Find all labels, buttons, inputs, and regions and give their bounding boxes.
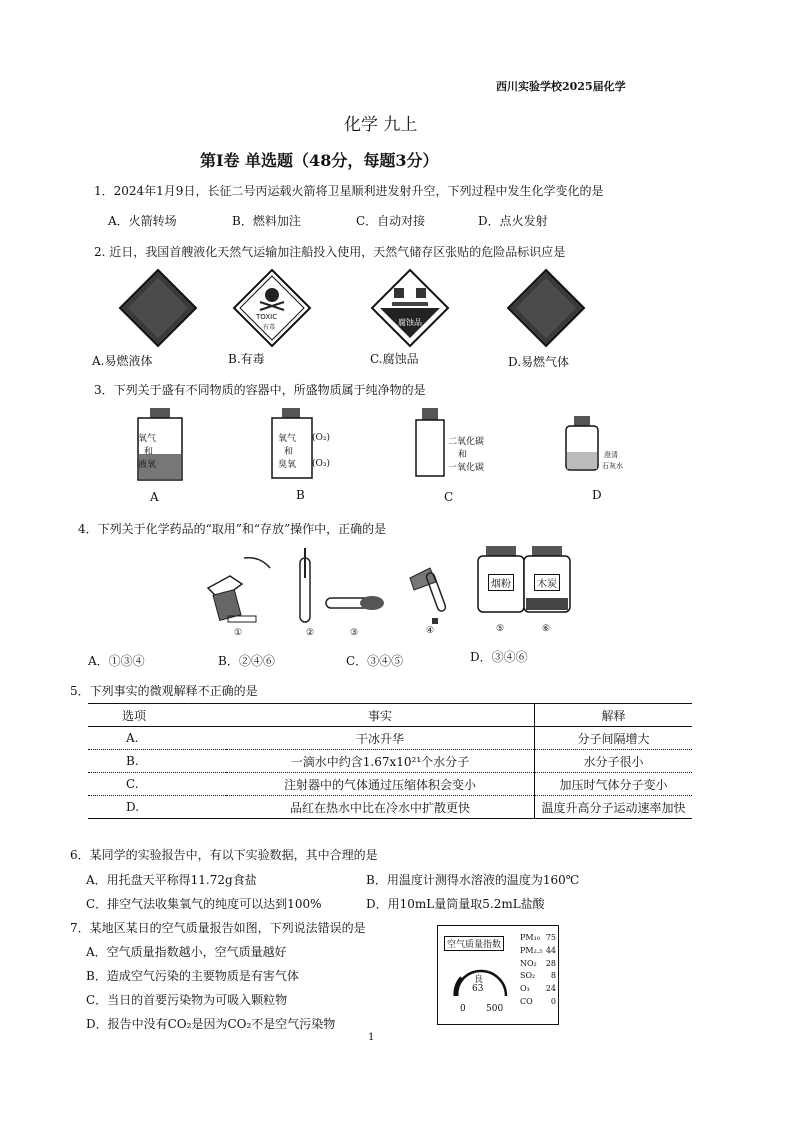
q2-option-b: B.有毒 (228, 352, 265, 366)
row-option: D. (126, 800, 140, 814)
row-explanation: 分子间隔增大 (577, 731, 650, 746)
pollutant-name: O₃ (520, 984, 530, 994)
q6-option-d: D．用10mL量筒量取5.2mL盐酸 (366, 897, 545, 911)
bottle-c-label-2: 和 (458, 450, 468, 460)
toxic-sign-icon (232, 268, 312, 348)
aqi-max: 500 (486, 1004, 504, 1014)
step-label-3: ③ (350, 628, 359, 638)
lab-operations-illustration (200, 548, 500, 630)
step-label-5: ⑤ (496, 624, 505, 634)
pollutant-name: SO₂ (520, 971, 536, 981)
bottle-a-label-3: 液氧 (138, 460, 157, 470)
row-fact: 品红在热水中比在冷水中扩散更快 (226, 796, 535, 819)
pollutant-value: 8 (550, 971, 556, 981)
bottle-b-formula-1: (O₂) (312, 433, 331, 443)
pollutant-name: PM₂.₅ (520, 945, 543, 955)
q6-stem: 6．某同学的实验报告中，有以下实验数据，其中合理的是 (70, 848, 378, 862)
toxic-sign-text: TOXIC (256, 313, 278, 321)
q4-stem: 4．下列关于化学药品的“取用”和“存放”操作中，正确的是 (78, 522, 387, 536)
q5-stem: 5．下列事实的微观解释不正确的是 (70, 684, 258, 698)
q2-option-d: D.易燃气体 (508, 355, 570, 369)
table-row (88, 727, 692, 750)
row-option: C. (126, 777, 139, 791)
q1-option-a: A．火箭转场 (108, 214, 177, 228)
row-explanation: 加压时气体分子变小 (559, 777, 668, 792)
row-fact: 干冰升华 (226, 727, 535, 750)
step-label-4: ④ (426, 626, 435, 636)
pollutant-name: NO₂ (520, 958, 537, 968)
q4-option-a: A．①③④ (88, 654, 145, 668)
row-option: A. (126, 731, 139, 745)
pollutant-value: 0 (550, 996, 556, 1006)
table-row (88, 773, 692, 796)
q4-option-b: B．②④⑥ (218, 654, 275, 668)
pollutant-value: 75 (545, 933, 556, 942)
bottle-d-icon (564, 416, 600, 472)
q1-option-c: C．自动对接 (356, 214, 426, 228)
q2-option-a: A.易燃液体 (92, 354, 153, 368)
section-title: 第Ⅰ卷 单选题（48分，每题3分） (200, 151, 439, 170)
q3-stem: 3．下列关于盛有不同物质的容器中，所盛物质属于纯净物的是 (94, 383, 426, 397)
row-fact: 注射器中的气体通过压缩体积会变小 (226, 773, 535, 796)
step-label-1: ① (234, 628, 243, 638)
school-header: 西川实验学校2025届化学 (496, 80, 626, 93)
aqi-level: 良 (474, 975, 484, 985)
bottle-a-label-1: 氧气 (138, 434, 157, 444)
bottle-d-label-1: 澄清 (604, 451, 618, 459)
header-fact: 事实 (226, 704, 535, 727)
q5-table-header (88, 704, 692, 727)
q4-option-d: D．③④⑥ (470, 650, 528, 664)
q6-option-c: C．排空气法收集氧气的纯度可以达到100% (86, 897, 322, 911)
q1-option-d: D．点火发射 (478, 214, 548, 228)
pollutant-value: 28 (545, 958, 556, 968)
step-label-6: ⑥ (542, 624, 551, 634)
pollutant-value: 24 (545, 984, 556, 994)
corrosive-sign-icon (370, 268, 450, 348)
bottle-b-label-1: 氧气 (278, 434, 297, 444)
header-option: 选项 (122, 708, 147, 723)
q2-option-c: C.腐蚀品 (370, 352, 419, 366)
table-row (88, 796, 692, 819)
row-explanation: 水分子很小 (583, 754, 644, 769)
pollutant-name: CO (520, 996, 533, 1006)
q4-option-c: C．③④⑤ (346, 654, 404, 668)
q3-letter-d: D (592, 488, 602, 502)
corrosive-sign-text: 腐蚀品 (398, 318, 422, 327)
jar-6-label: 木炭 (534, 574, 560, 591)
page-title: 化学 九上 (344, 115, 418, 135)
aqi-title: 空气质量指数 (444, 936, 504, 951)
pollutant-values (544, 932, 556, 1009)
jar-5-label: 烟粉 (488, 574, 514, 591)
pollutant-value: 44 (545, 945, 556, 955)
toxic-sign-subtext: 有毒 (263, 324, 276, 331)
q3-letter-b: B (296, 488, 305, 502)
q7-option-c: C．当日的首要污染物为可吸入颗粒物 (86, 993, 288, 1007)
bottle-d-label-2: 石灰水 (602, 462, 623, 470)
bottle-c-icon (414, 408, 446, 478)
q6-option-b: B．用温度计测得水溶液的温度为160℃ (366, 873, 580, 887)
bottle-b-label-3: 臭氧 (278, 460, 297, 470)
row-fact: 一滴水中约含1.67x10²¹个水分子 (226, 750, 535, 773)
q3-letter-c: C (444, 490, 454, 504)
q7-option-b: B．造成空气污染的主要物质是有害气体 (86, 969, 299, 983)
q1-stem: 1．2024年1月9日，长征二号丙运载火箭将卫星顺利进发射升空，下列过程中发生化学变化的是 (94, 184, 604, 198)
pollutant-name: PM₁₀ (520, 933, 540, 942)
air-quality-report (437, 925, 559, 1025)
table-row (88, 750, 692, 773)
q2-stem: 2. 近日，我国首艘液化天然气运输加注船投入使用，天然气储存区张贴的危险品标识应是 (94, 245, 566, 259)
bottle-b-label-2: 和 (284, 447, 294, 457)
aqi-value: 63 (472, 984, 484, 994)
q7-option-d: D．报告中没有CO₂是因为CO₂不是空气污染物 (86, 1017, 336, 1031)
pollutant-names (520, 932, 543, 1009)
header-explanation: 解释 (601, 708, 626, 723)
row-option: B. (126, 754, 139, 768)
flammable-gas-sign-icon (506, 268, 586, 348)
q3-letter-a: A (150, 490, 159, 504)
bottle-c-label-1: 二氧化碳 (448, 437, 485, 447)
row-explanation: 温度升高分子运动速率加快 (541, 800, 686, 815)
q6-option-a: A．用托盘天平称得11.72g食盐 (86, 873, 257, 887)
aqi-min: 0 (460, 1004, 466, 1014)
bottle-a-label-2: 和 (144, 447, 154, 457)
q1-option-b: B．燃料加注 (232, 214, 301, 228)
step-label-2: ② (306, 628, 315, 638)
q7-option-a: A．空气质量指数越小，空气质量越好 (86, 945, 287, 959)
flammable-liquid-sign-icon (118, 268, 198, 348)
bottle-b-formula-2: (O₃) (312, 459, 331, 469)
q5-table (88, 703, 692, 819)
page-number: 1 (368, 1032, 375, 1043)
bottle-c-label-3: 一氧化碳 (448, 463, 485, 473)
q7-stem: 7．某地区某日的空气质量报告如图，下列说法错误的是 (70, 921, 366, 935)
bottle-a-icon (134, 408, 190, 482)
